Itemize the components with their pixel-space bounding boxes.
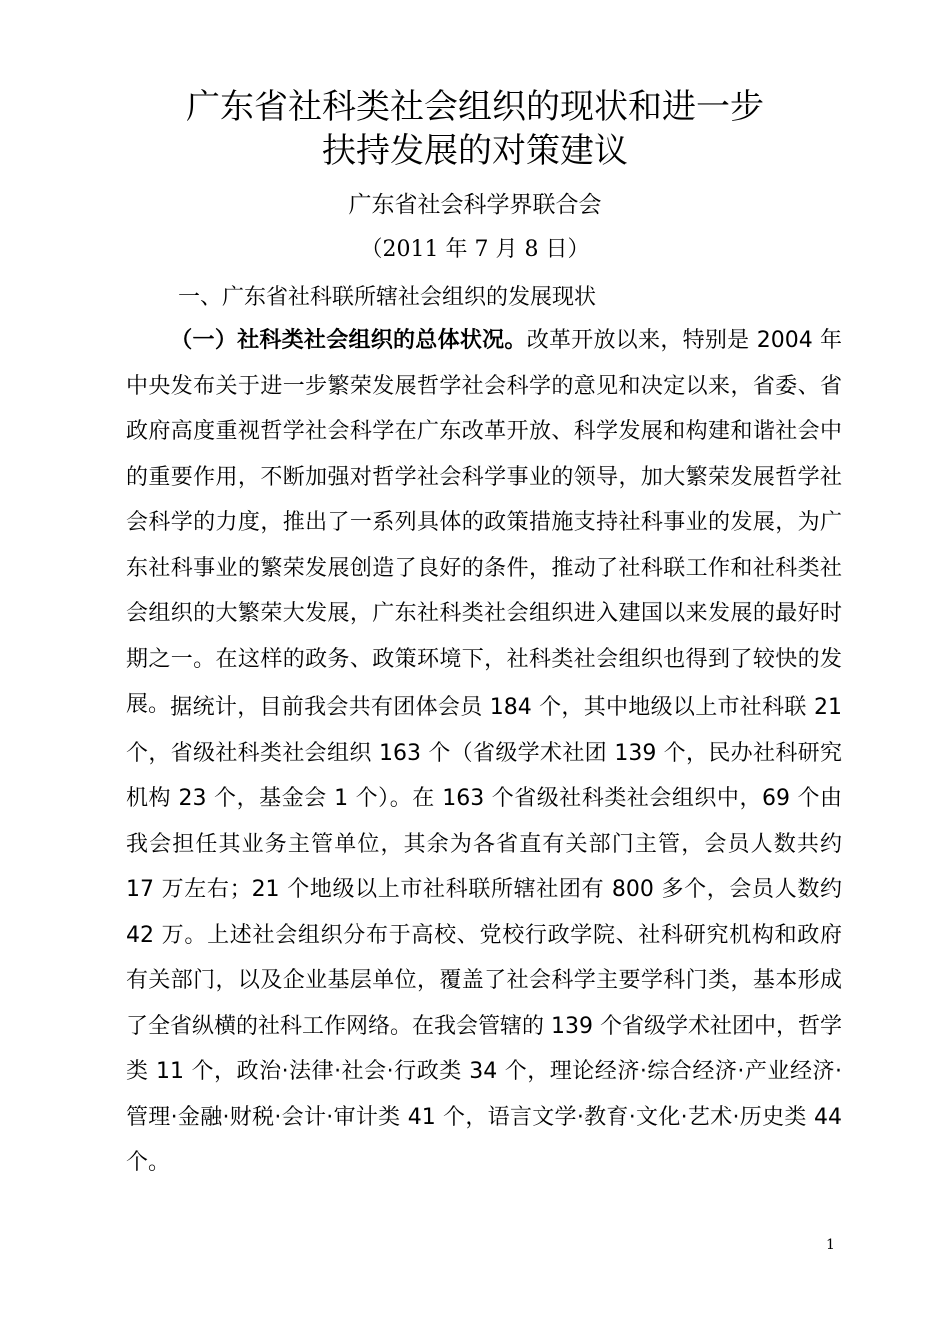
document-date: （2011 年 7 月 8 日） — [360, 237, 590, 262]
document-title-line2: 扶持发展的对策建议 — [322, 131, 628, 171]
paragraph-body: 据统计，目前我会共有团体会员 184 个，其中地级以上市社科联 21 个，省级社科类社会组织 163 个（省级学术社团 139 个，民办社科研究机构 23 个，基金会 1 个）。在 163 个省级社科类社会组织中，69 个由我会担任其业务主管单位，其余为各省直有关部门主管，会员人数共约 17 万左右；21 个地级以上市社科联所辖社团有 800 多个，会员人数约 42 万。上述社会组织分布于高校、党校行政学院、社科研究机构和政府有关部门，以及企业基层单位，覆盖了社会科学主要学科门类，基本形成了全省纵横的社科工作网络。在我会管辖的 139 个省级学术社团中，哲学类 11 个，政治·法律·社会·行政类 34 个，理论经济·综合经济·产业经济·管理·金融·财税·会计·审计类 41 个，语言文学·教育·文化·艺术·历史类 44 个。 — [126, 695, 842, 1175]
paragraph-subheading: （一）社科类社会组织的总体状况。 — [170, 328, 527, 353]
paragraph-overall-status — [126, 318, 842, 728]
document-title-line1: 广东省社科类社会组织的现状和进一步 — [186, 87, 764, 127]
paragraph-statistics — [126, 685, 842, 1186]
section-heading-1: 一、广东省社科联所辖社会组织的发展现状 — [178, 285, 597, 310]
paragraph-body: 改革开放以来，特别是 2004 年中央发布关于进一步繁荣发展哲学社会科学的意见和决定以来，省委、省政府高度重视哲学社会科学在广东改革开放、科学发展和构建和谐社会中的重要作用，不断加强对哲学社会科学事业的领导，加大繁荣发展哲学社会科学的力度，推出了一系列具体的政策措施支持社科事业的发展，为广东社科事业的繁荣发展创造了良好的条件，推动了社科联工作和社科类社会组织的大繁荣大发展，广东社科类社会组织进入建国以来发展的最好时期之一。在这样的政务、政策环境下，社科类社会组织也得到了较快的发展。 — [126, 328, 842, 717]
page-number: 1 — [826, 1237, 835, 1253]
author-organization: 广东省社会科学界联合会 — [348, 192, 602, 218]
